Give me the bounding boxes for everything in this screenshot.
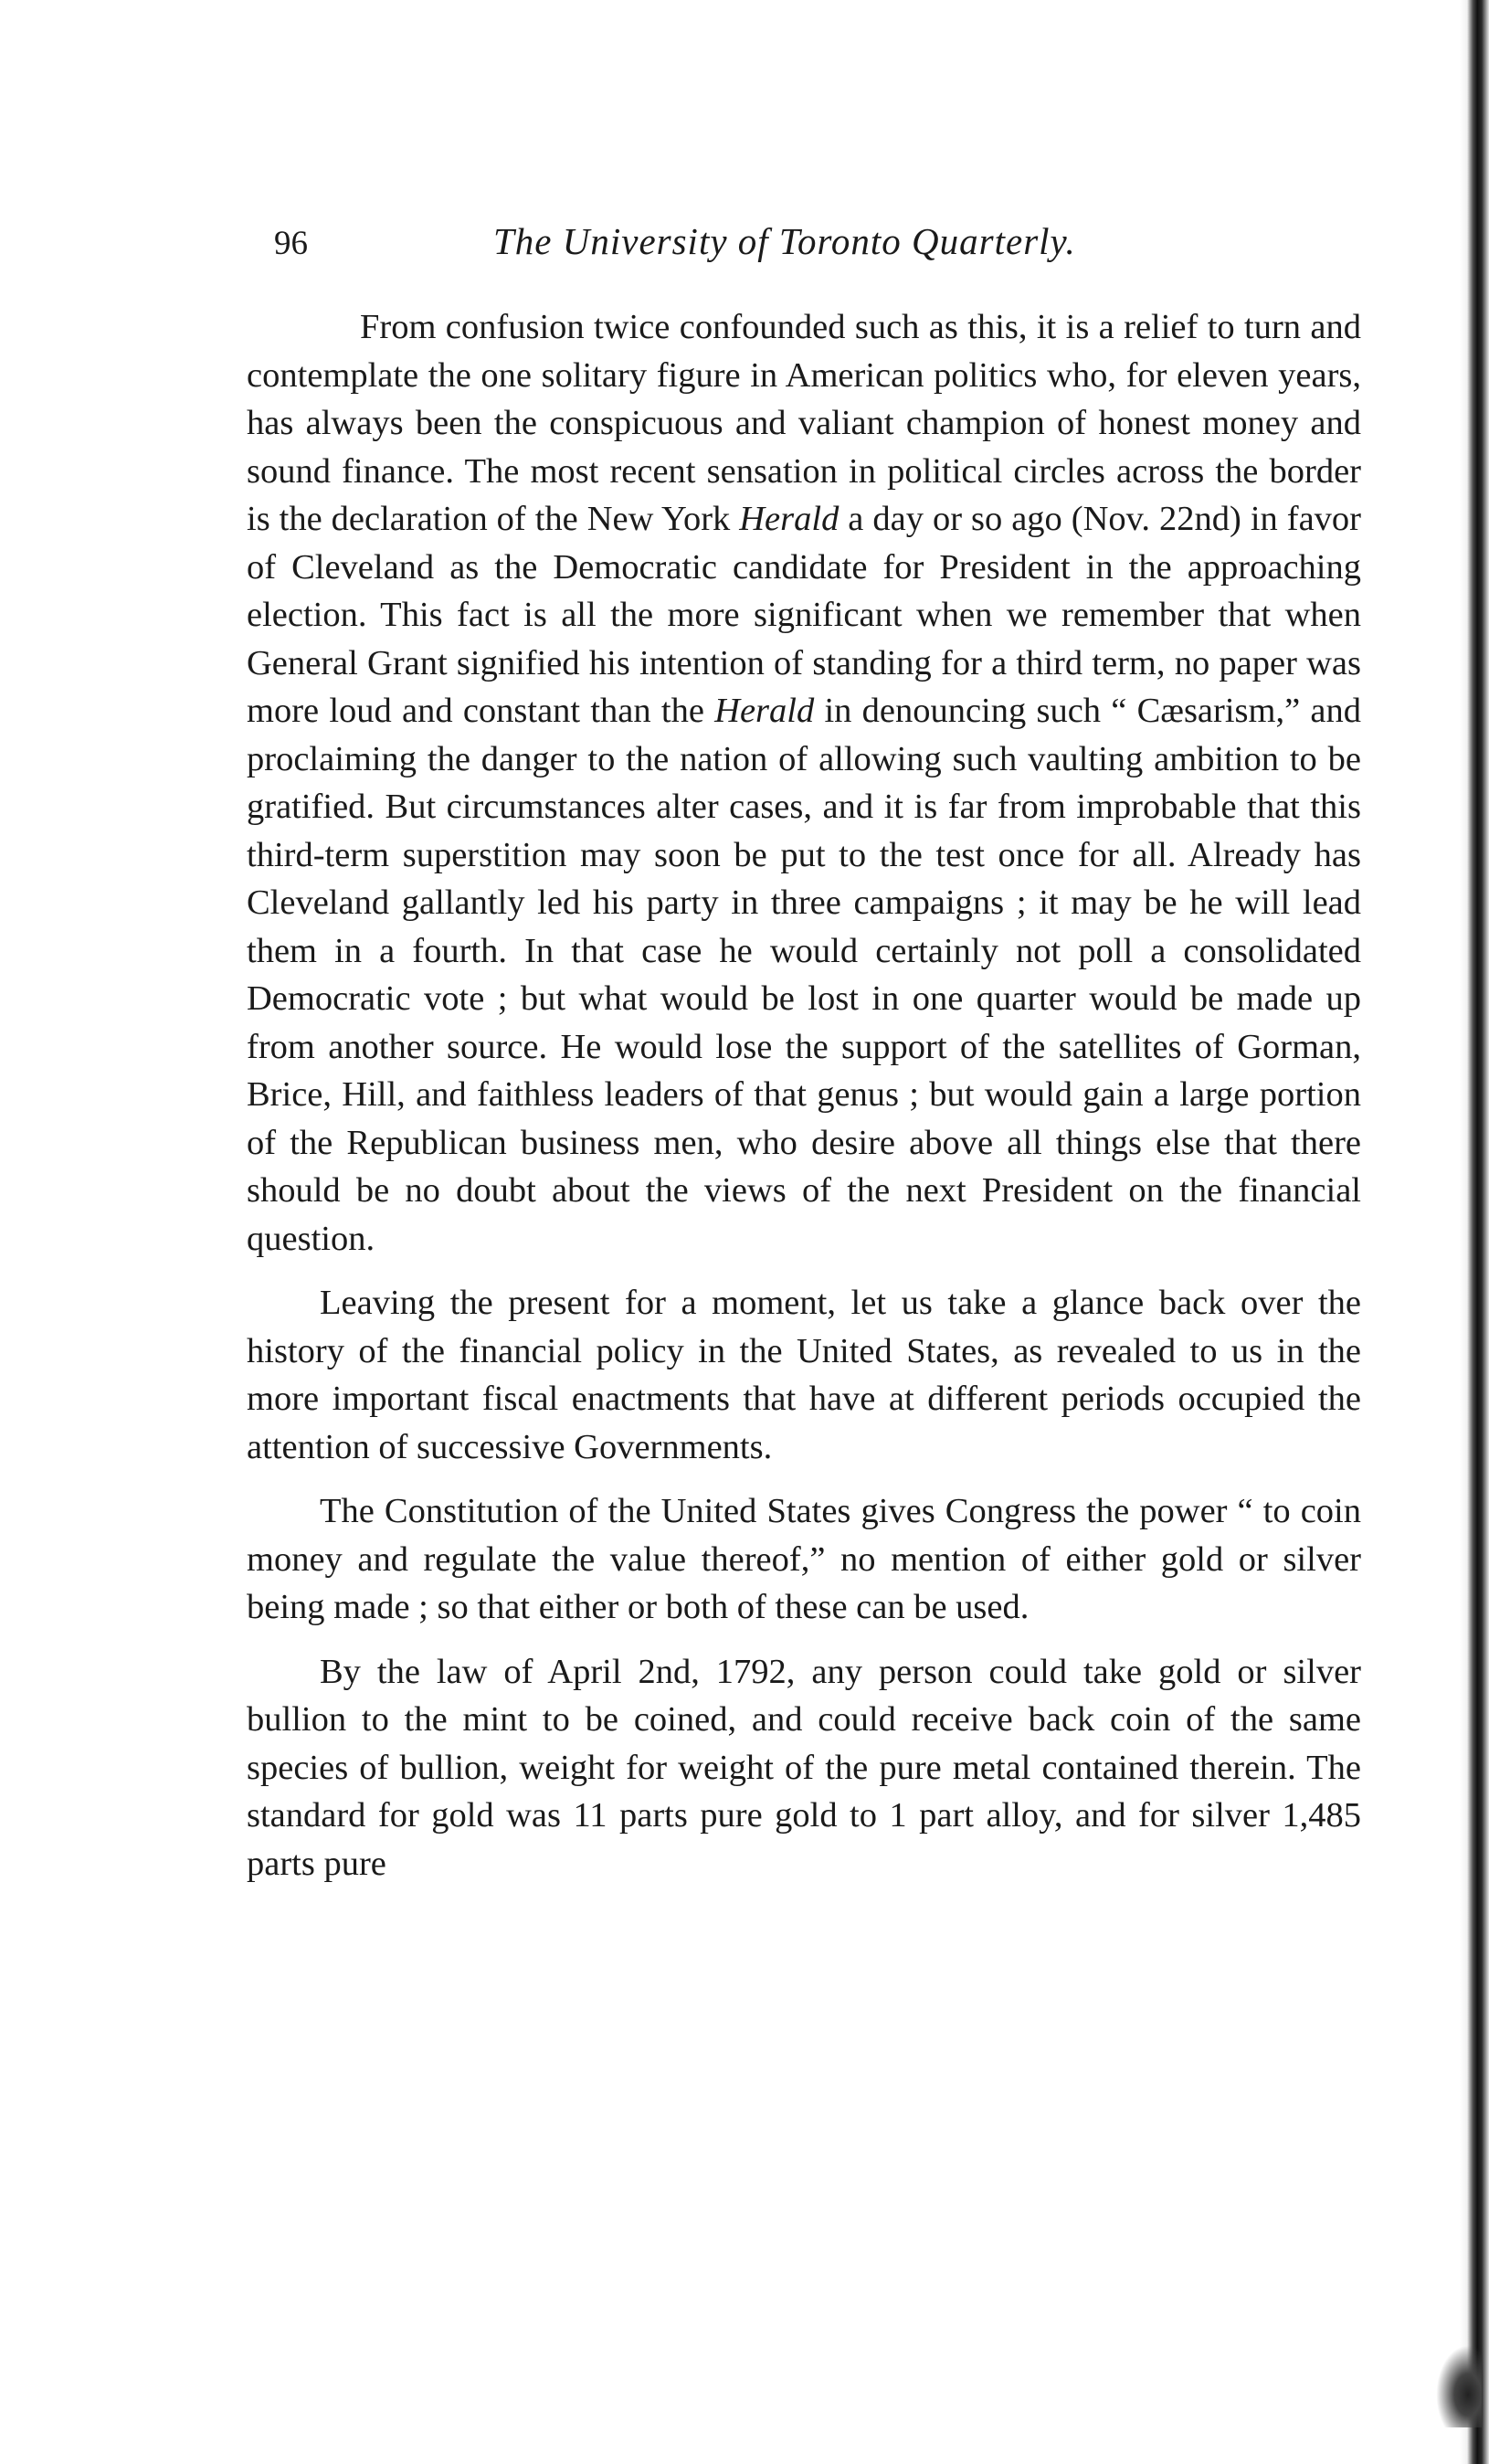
paragraph-4: By the law of April 2nd, 1792, any person could take gold or silver bullion to the mint to be coined, and could receive back coin of the same species of bullion, weight for weight of the pure metal contained therein. The standard for gold was 11 parts pure gold to 1 part alloy, and for silver 1,485 parts pure (247, 1652, 1361, 1883)
page-corner-mark (1436, 2345, 1482, 2427)
herald-italic-1: Herald (739, 500, 840, 538)
running-header (274, 219, 1224, 274)
paragraph-1 (247, 303, 1361, 1263)
body-text (247, 303, 1361, 1904)
paragraph-3: The Constitution of the United States gives Congress the power “ to coin money and regulate the value thereof,” no mention of either gold or silver being made ; so that either or both of these can be used. (247, 1492, 1361, 1626)
paragraph-1-part-1: From confusion twice confounded such as this, it is a relief to turn and contemplate the one solitary figure in American politics who, for eleven years, has always been the conspicuous and valiant champion of honest money and sound finance. The most recent sensation in political circles across the border is the declaration of the New York (247, 308, 1361, 538)
herald-italic-2: Herald (714, 692, 815, 730)
journal-title: The University of Toronto Quarterly. (493, 220, 1076, 262)
paragraph-2: Leaving the present for a moment, let us take a glance back over the history of the financial policy in the United States, as revealed to us in the more important fiscal enactments that have at different periods occupied the attention of successive Governments. (247, 1284, 1361, 1466)
paragraph-1-part-2: a day or so ago (Nov. 22nd) in favor of Cleveland as the Democratic candidate for President in the approaching election. This fact is all the more significant when we remember that when General Grant signified his intention of standing for a third term, no paper was more loud and constant than the (247, 500, 1361, 730)
paragraph-1-part-3: in denouncing such “ Cæsarism,” and proclaiming the danger to the nation of allowing such vaulting ambition to be gratified. But circumstances alter cases, and it is far from improbable that this third-term superstition may soon be put to the test once for all. Already has Cleveland gallantly led his party in three campaigns ; it may be he will lead them in a fourth. In that case he would certainly not poll a consolidated Democratic vote ; but what would be lost in one quarter would be made up from another source. He would lose the support of the satellites of Gorman, Brice, Hill, and faithless leaders of that genus ; but would gain a large portion of the Republican business men, who desire above all things else that there should be no doubt about the views of the next President on the financial question. (247, 692, 1361, 1258)
book-spine-edge (1460, 0, 1489, 2464)
page-number: 96 (274, 225, 308, 262)
